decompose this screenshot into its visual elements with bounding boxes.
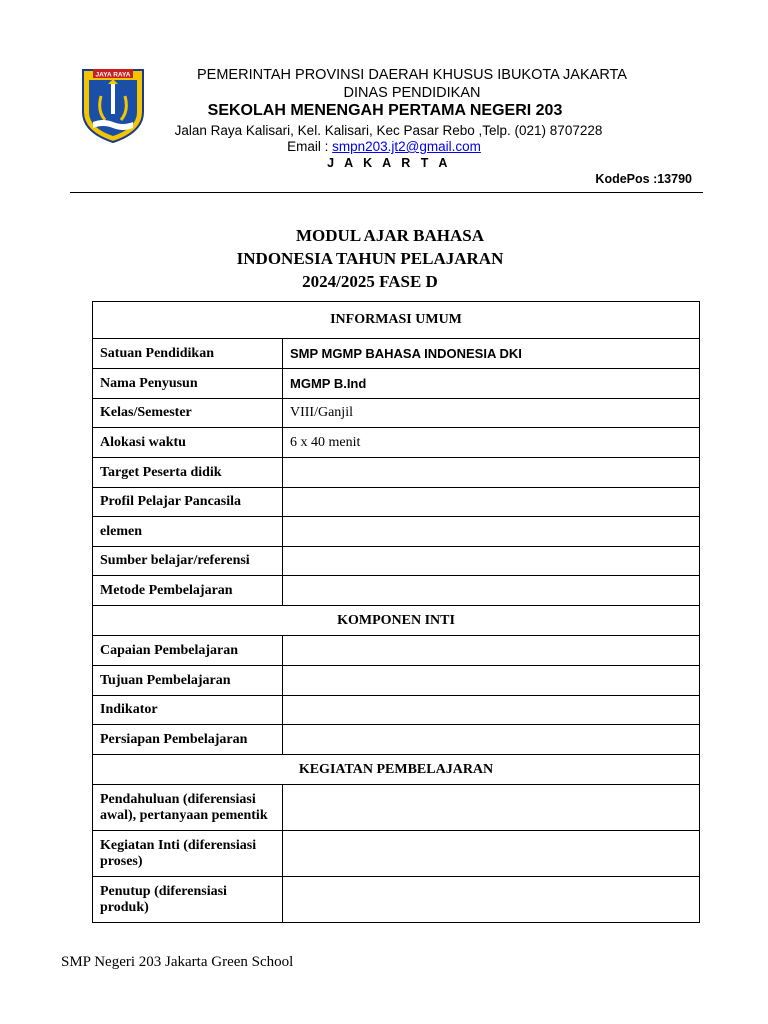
row-value: VIII/Ganjil: [283, 399, 700, 428]
row-label: Pendahuluan (diferensiasi awal), pertanyaan pementik: [93, 785, 283, 831]
table-row: [93, 877, 700, 923]
row-value: [283, 488, 700, 517]
row-label: Capaian Pembelajaran: [93, 636, 283, 666]
row-label: Persiapan Pembelajaran: [93, 725, 283, 755]
table-row: [93, 339, 700, 369]
postal-code: KodePos :13790: [595, 172, 692, 186]
email-link[interactable]: smpn203.jt2@gmail.com: [332, 139, 481, 154]
row-value: [283, 547, 700, 576]
svg-text:JAYA RAYA: JAYA RAYA: [95, 71, 131, 79]
table-row: [93, 458, 700, 488]
row-value: 6 x 40 menit: [283, 428, 700, 458]
row-label: Tujuan Pembelajaran: [93, 666, 283, 696]
table-row: [93, 369, 700, 399]
table-row: [93, 428, 700, 458]
row-value: [283, 576, 700, 606]
row-label: Metode Pembelajaran: [93, 576, 283, 606]
row-label: Kelas/Semester: [93, 399, 283, 428]
row-label: Kegiatan Inti (diferensiasi proses): [93, 831, 283, 877]
letterhead-government-line: PEMERINTAH PROVINSI DAERAH KHUSUS IBUKOTA JAKARTA: [197, 67, 627, 83]
page-footer: SMP Negeri 203 Jakarta Green School: [61, 954, 294, 970]
section-header-row: [93, 606, 700, 636]
table-row: [93, 488, 700, 517]
table-row: [93, 636, 700, 666]
row-label: Nama Penyusun: [93, 369, 283, 399]
table-row: [93, 831, 700, 877]
row-value: [283, 458, 700, 488]
section-kegiatan-pembelajaran: KEGIATAN PEMBELAJARAN: [93, 755, 700, 785]
letterhead-department-line: DINAS PENDIDIKAN: [343, 85, 481, 101]
row-value: [283, 725, 700, 755]
section-komponen-inti: KOMPONEN INTI: [93, 606, 700, 636]
email-label: Email :: [287, 139, 329, 154]
row-value: [283, 517, 700, 547]
letterhead-divider: [70, 192, 703, 193]
section-header-row: [93, 755, 700, 785]
row-label: Profil Pelajar Pancasila: [93, 488, 283, 517]
row-label: elemen: [93, 517, 283, 547]
section-header-row: [93, 302, 700, 339]
table-row: [93, 399, 700, 428]
row-value: [283, 785, 700, 831]
table-row: [93, 725, 700, 755]
table-row: [93, 696, 700, 725]
row-value: [283, 877, 700, 923]
row-label: Alokasi waktu: [93, 428, 283, 458]
document-title-line-2: INDONESIA TAHUN PELAJARAN: [236, 249, 504, 268]
row-value: [283, 696, 700, 725]
row-value: MGMP B.Ind: [283, 369, 700, 399]
table-row: [93, 547, 700, 576]
letterhead-address: Jalan Raya Kalisari, Kel. Kalisari, Kec Pasar Rebo ,Telp. (021) 8707228: [174, 123, 603, 138]
row-label: Sumber belajar/referensi: [93, 547, 283, 576]
row-label: Penutup (diferensiasi produk): [93, 877, 283, 923]
letterhead-email-line: [0, 139, 768, 154]
table-row: [93, 666, 700, 696]
row-value: [283, 831, 700, 877]
letterhead-city: J A K A R T A: [327, 156, 451, 170]
row-value: [283, 636, 700, 666]
table-row: [93, 785, 700, 831]
letterhead-school-name: SEKOLAH MENENGAH PERTAMA NEGERI 203: [207, 102, 563, 119]
table-row: [93, 576, 700, 606]
document-title-line-1: MODUL AJAR BAHASA: [296, 226, 484, 245]
row-label: Target Peserta didik: [93, 458, 283, 488]
row-value: SMP MGMP BAHASA INDONESIA DKI: [283, 339, 700, 369]
row-label: Indikator: [93, 696, 283, 725]
row-value: [283, 666, 700, 696]
document-title-line-3: 2024/2025 FASE D: [302, 272, 438, 291]
row-label: Satuan Pendidikan: [93, 339, 283, 369]
section-informasi-umum: INFORMASI UMUM: [93, 302, 700, 339]
table-row: [93, 517, 700, 547]
module-info-table: [92, 301, 700, 923]
